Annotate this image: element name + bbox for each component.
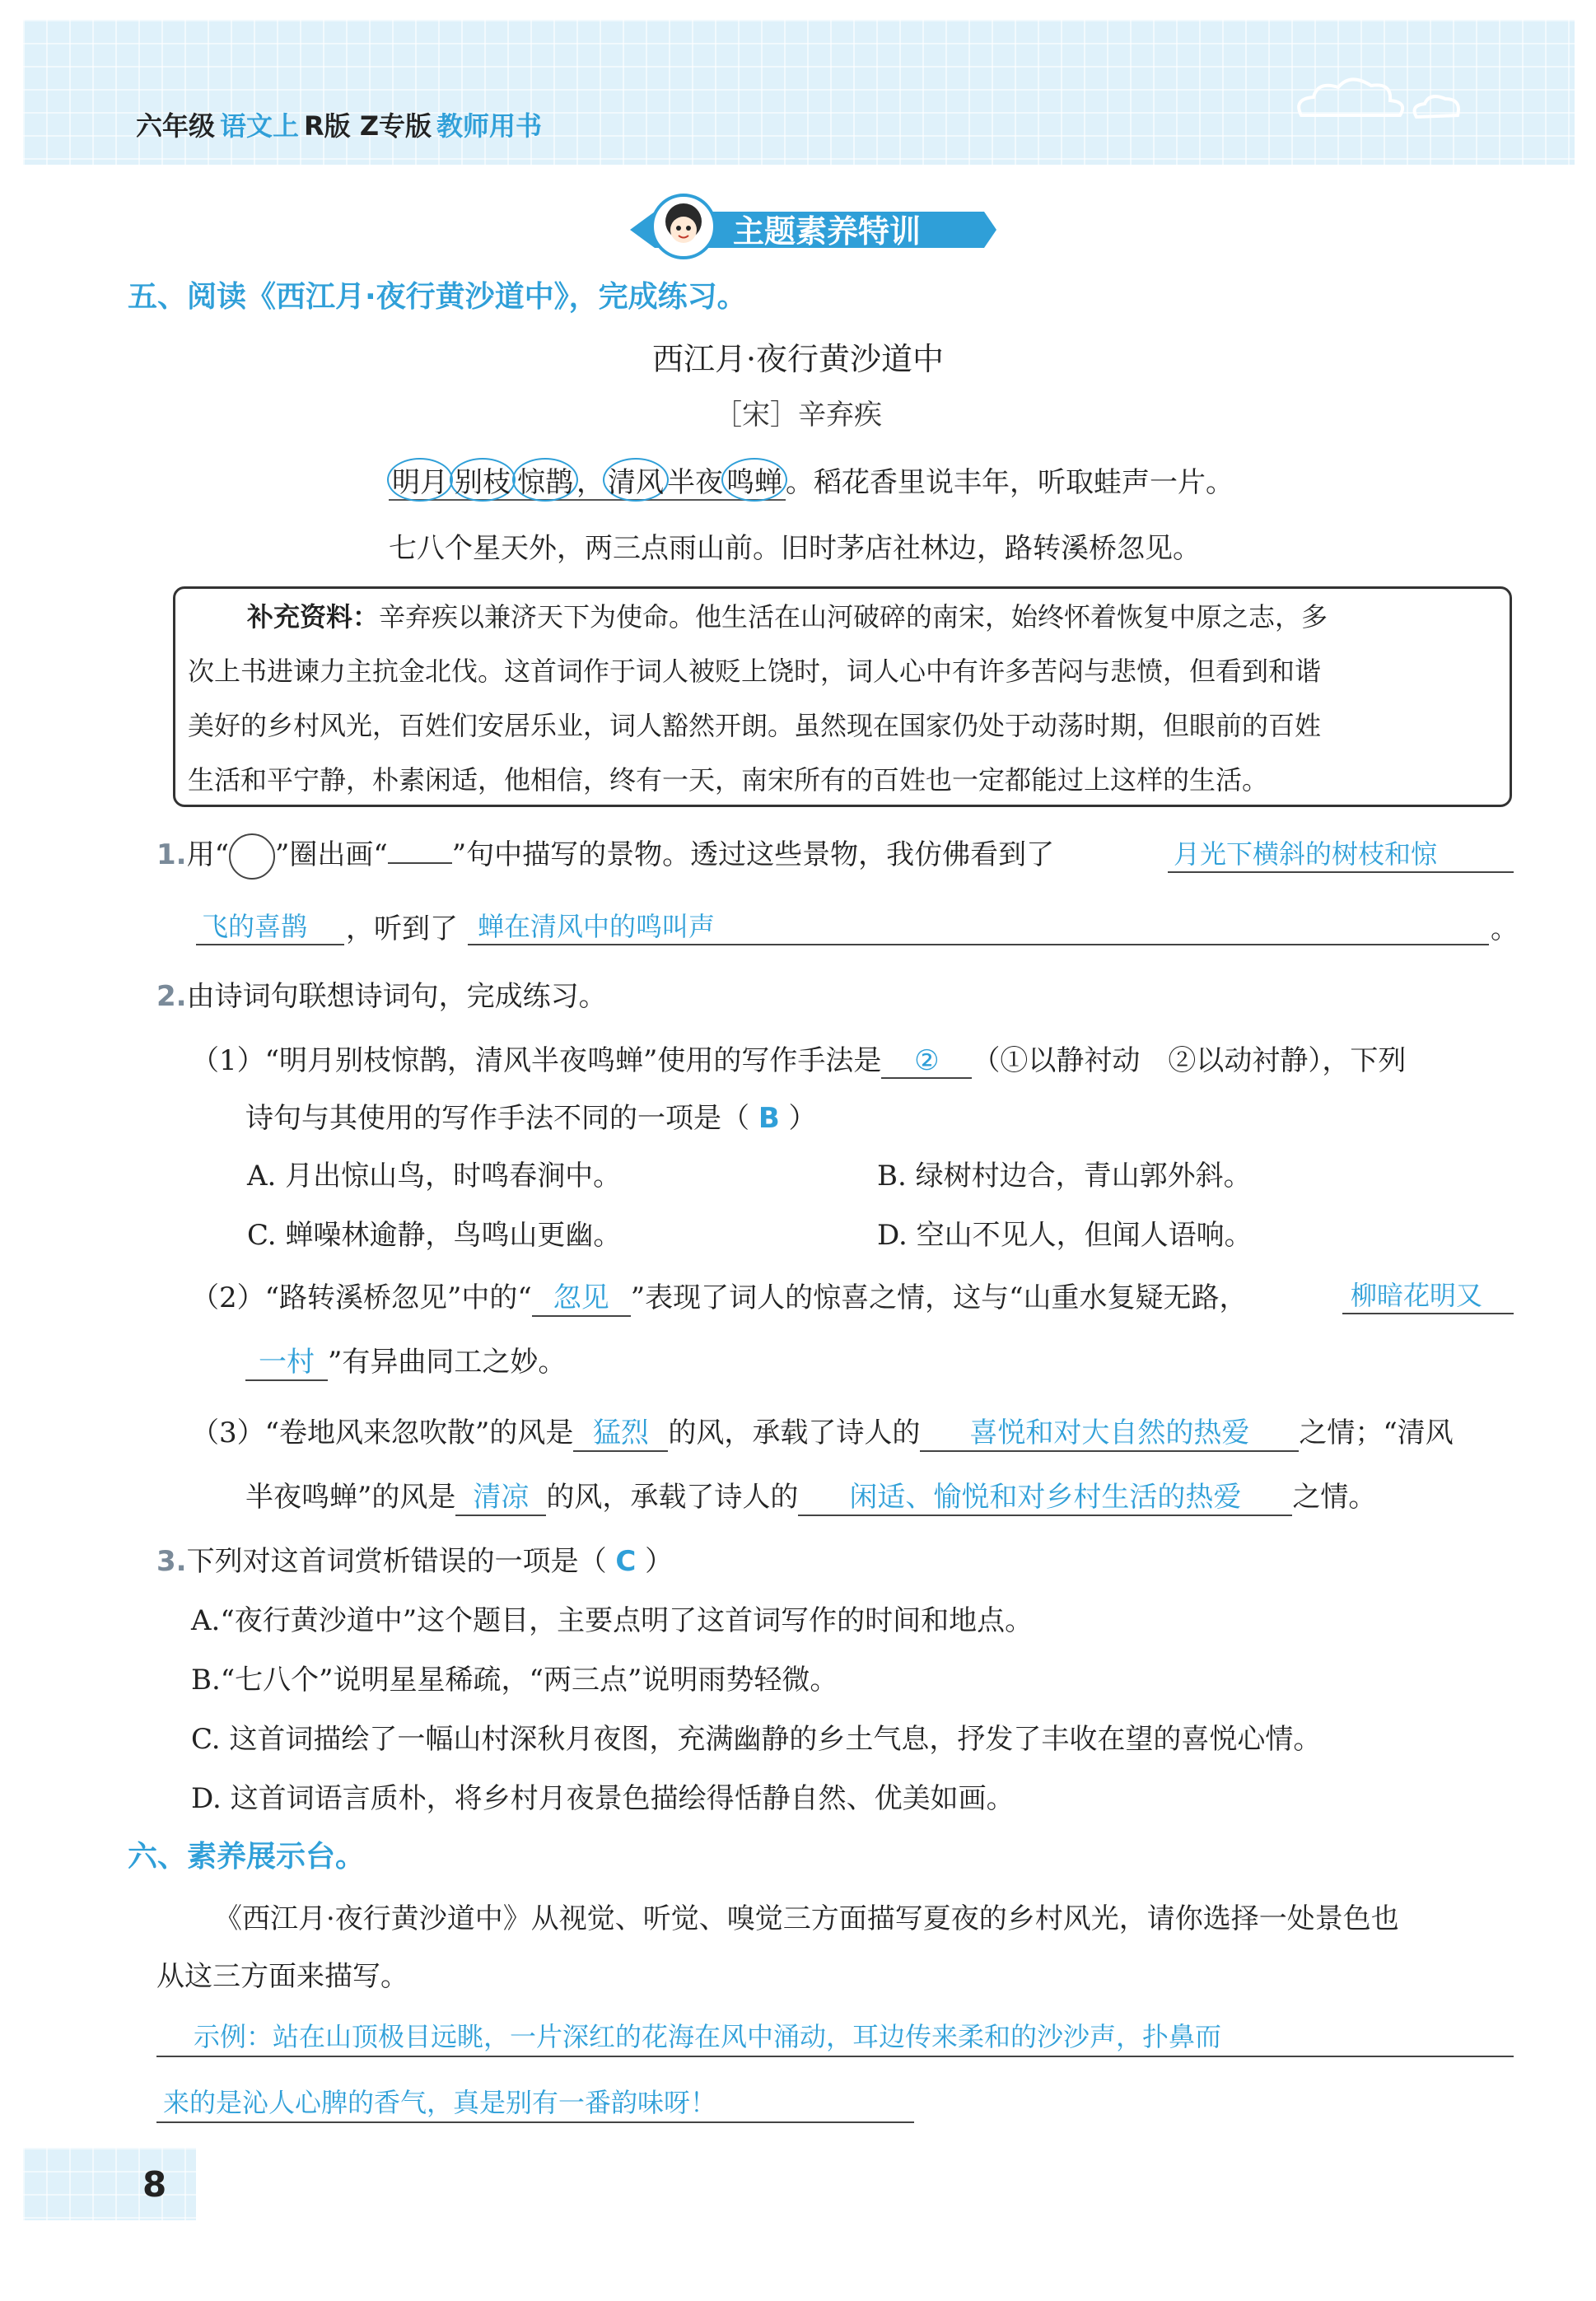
q1-end: 。 [1491,912,1519,945]
q3-stem: 3.下列对这首词赏析错误的一项是（ C ） [156,1545,674,1578]
header-title [136,105,547,143]
q2-part2-answer2a: 柳暗花明又 [1351,1280,1483,1311]
section6-prompt-2: 从这三方面来描写。 [156,1960,408,1993]
q1-answer-1a: 月光下横斜的树枝和惊 [1174,838,1438,870]
poem-line-1: 明月 别枝 惊鹊 ， 清风 半夜 鸣蝉 。稻花香里说丰年，听取蛙声一片。 [389,458,1234,502]
supplement-line-3: 美好的乡村风光，百姓们安居乐业，词人豁然开朗。虽然现在国家仍处于动荡时期，但眼前的百姓 [188,710,1322,741]
header-subject: 语文上 [220,110,300,142]
section6-heading: 六、素养展示台。 [128,1840,366,1874]
header-edition: R版 Z专版 [304,110,432,142]
q1-number: 1. [156,838,187,871]
page-number: 8 [142,2164,167,2205]
q2-part2-answer1: 忽见 [532,1275,631,1317]
underline-symbol [388,862,452,864]
q2-answer-line [1342,1313,1514,1314]
q2-part3-line2: 半夜鸣蝉”的风是 清凉 的风，承载了诗人的 闲适、愉悦和对乡村生活的热爱 之情。 [245,1474,1376,1516]
q2-part1-answer: ② [881,1044,972,1079]
answer-line [156,2121,914,2123]
header-grade: 六年级 [136,110,216,142]
q2-part1-choice: B [758,1102,780,1135]
circled-word: 明月 [387,458,453,502]
banner-title: 主题素养特训 [733,213,922,250]
q3-choice: C [615,1545,637,1578]
q1-answer-2: 蝉在清风中的鸣叫声 [478,911,716,942]
q2-stem: 2.由诗词句联想诗词句，完成练习。 [156,980,607,1013]
q3-number: 3. [156,1545,187,1578]
section6-answer-2: 来的是沁人心脾的香气，真是别有一番韵味呀！ [163,2087,717,2118]
q1-answer-line [1168,871,1514,873]
q2-option-d: D. 空山不见人，但闻人语响。 [877,1219,1253,1252]
q2-part3-answer3: 清凉 [455,1474,546,1516]
section6-prompt-1: 《西江月·夜行黄沙道中》从视觉、听觉、嗅觉三方面描写夏夜的乡村风光，请你选择一处景色也 [214,1902,1399,1935]
q3-option-b: B.“七八个”说明星星稀疏，“两三点”说明雨势轻微。 [191,1664,838,1697]
section6-answer-1: 示例：站在山顶极目远眺，一片深红的花海在风中涌动，耳边传来柔和的沙沙声，扑鼻而 [194,2021,1222,2052]
q2-part3-answer2: 喜悦和对大自然的热爱 [920,1410,1299,1452]
underlined-verse: 明月 别枝 惊鹊 ， 清风 半夜 鸣蝉 [389,466,786,501]
q2-option-b: B. 绿树村边合，青山郭外斜。 [877,1160,1252,1193]
q2-option-a: A. 月出惊山鸟，时鸣春涧中。 [247,1160,622,1193]
q1-line-1: 1.用“ ”圈出画“ ”句中描写的景物。透过这些景物，我仿佛看到了 [156,832,1054,880]
answer-line [156,2056,1514,2057]
q3-option-d: D. 这首词语言质朴，将乡村月夜景色描绘得恬静自然、优美如画。 [191,1782,1015,1815]
q2-part1-line1: （1）“明月别枝惊鹊，清风半夜鸣蝉”使用的写作手法是 ② （①以静衬动 ②以动衬静），下列 [191,1044,1407,1077]
q1-answer-1b: 飞的喜鹊 [202,911,308,942]
q3-option-c: C. 这首词描绘了一幅山村深秋月夜图，充满幽静的乡土气息，抒发了丰收在望的喜悦心情。 [191,1723,1322,1756]
q1-text-heard: ，听到了 [346,912,458,945]
circled-word: 清风 [603,458,669,502]
circled-word: 别枝 [450,458,516,502]
cloud-icon [1285,66,1474,132]
supplement-line-2: 次上书进谏力主抗金北伐。这首词作于词人被贬上饶时，词人心中有许多苦闷与悲愤，但看到和谐 [188,656,1322,687]
header-book: 教师用书 [436,110,543,142]
circled-word: 鸣蝉 [721,458,787,502]
q3-option-a: A.“夜行黄沙道中”这个题目，主要点明了这首词写作的时间和地点。 [191,1604,1034,1637]
q2-part3-answer4: 闲适、愉悦和对乡村生活的热爱 [798,1474,1292,1516]
q2-part2-answer2b: 一村 [245,1339,328,1381]
q2-part3-line1: （3）“卷地风来忽吹散”的风是 猛烈 的风，承载了诗人的 喜悦和对大自然的热爱 之情；“清风 [191,1410,1454,1452]
supplement-line-1: 补充资料：辛弃疾以兼济天下为使命。他生活在山河破碎的南宋，始终怀着恢复中原之志，多 [247,601,1328,632]
circle-symbol [229,833,275,880]
q2-part3-answer1: 猛烈 [573,1410,668,1452]
poem-title: 西江月·夜行黄沙道中 [651,341,945,377]
q2-part1-line2: 诗句与其使用的写作手法不同的一项是（ B ） [245,1102,817,1135]
section5-heading: 五、阅读《西江月·夜行黄沙道中》，完成练习。 [128,280,747,314]
q2-option-c: C. 蝉噪林逾静，鸟鸣山更幽。 [247,1219,622,1252]
supplement-label: 补充资料： [247,601,380,632]
circled-word: 惊鹊 [512,458,578,502]
q1-answer-line [196,944,344,945]
poem-line-2: 七八个星天外，两三点雨山前。旧时茅店社林边，路转溪桥忽见。 [389,532,1201,565]
supplement-line-4: 生活和平宁静，朴素闲适，他相信，终有一天，南宋所有的百姓也一定都能过上这样的生活。 [188,764,1269,796]
page-number-tab [23,2148,196,2220]
q2-part2-line1: （2）“路转溪桥忽见”中的“ 忽见 ”表现了词人的惊喜之情，这与“山重水复疑无路， [191,1275,1248,1317]
q2-number: 2. [156,980,187,1013]
q2-part2-line2: 一村 ”有异曲同工之妙。 [245,1339,566,1381]
poem-author: ［宋］辛弃疾 [714,399,882,432]
q1-answer-line [468,944,1489,945]
